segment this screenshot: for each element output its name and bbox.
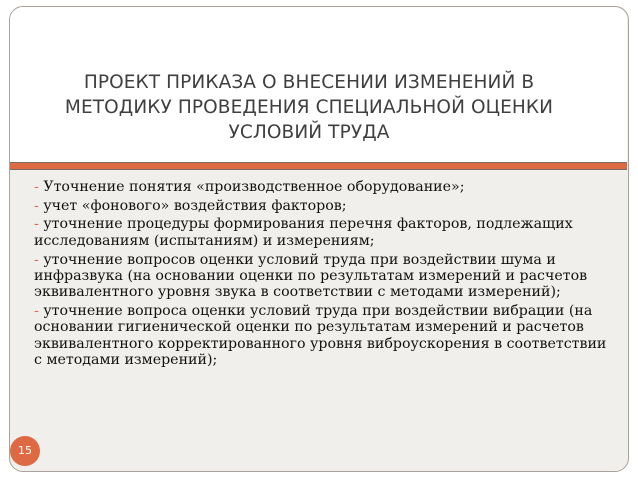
bullet-marker: - (34, 216, 39, 233)
list-item (34, 252, 618, 301)
list-item-text: уточнение вопросов оценки условий труда при воздействии шума и инфразвука (на основании оценки по результатам измерений и расчетов эквивалентного уровня звука в соответствии с методами измерений); (34, 251, 588, 301)
list-item-text: учет «фонового» воздействия факторов; (43, 197, 347, 214)
slide-title (40, 70, 578, 145)
list-item-text: уточнение вопроса оценки условий труда при воздействии вибрации (на основании гигиенической оценки по результатам измерений и расчетов эквивалентного корректированного уровня виброускорения в соответствии с методами измерений); (34, 303, 607, 369)
title-divider-bottom-line (10, 169, 627, 170)
bullet-marker: - (34, 179, 39, 195)
bullet-marker: - (34, 303, 39, 320)
title-line-1: ПРОЕКТ ПРИКАЗА О ВНЕСЕНИИ ИЗМЕНЕНИЙ В (83, 72, 535, 93)
list-item (34, 216, 618, 249)
list-item (34, 198, 618, 214)
list-item-text: уточнение процедуры формирования перечня факторов, подлежащих исследованиям (испытаниям) и измерениям; (34, 216, 573, 249)
page-number-badge: 15 (10, 436, 40, 466)
list-item-text: Уточнение понятия «производственное оборудование»; (43, 179, 465, 195)
list-item (34, 303, 618, 369)
bullet-marker: - (34, 197, 39, 214)
slide-body (34, 179, 618, 371)
title-line-2: МЕТОДИКУ ПРОВЕДЕНИЯ СПЕЦИАЛЬНОЙ ОЦЕНКИ (64, 97, 554, 118)
title-line-3: УСЛОВИЙ ТРУДА (228, 122, 390, 143)
bullet-marker: - (34, 251, 39, 268)
list-item (34, 179, 618, 195)
